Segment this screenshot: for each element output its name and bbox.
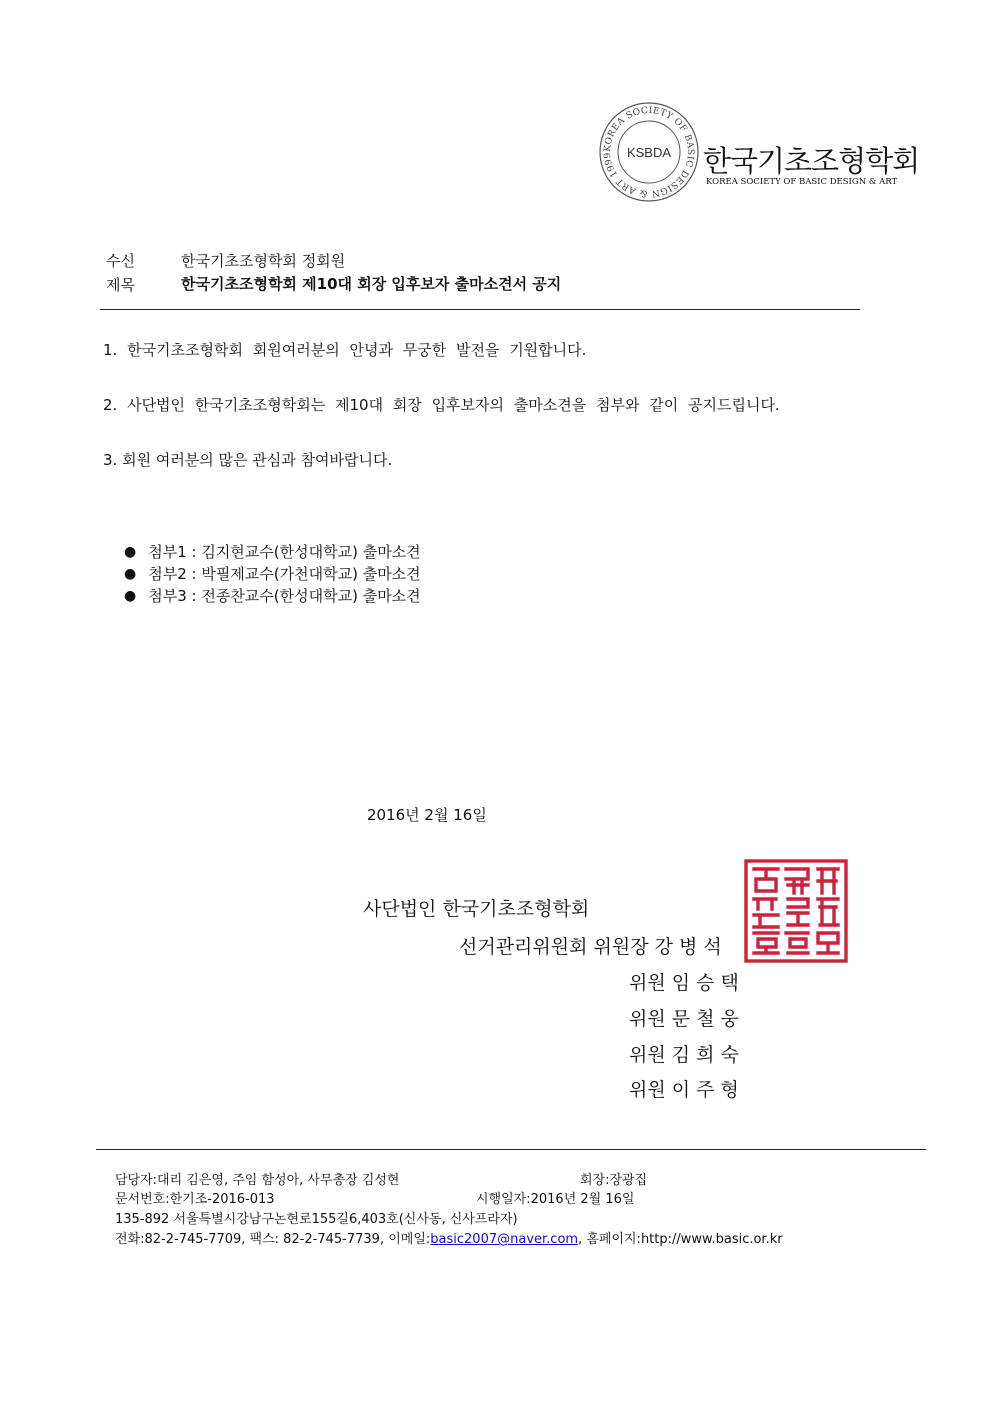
committee-member: 위원 임 승 택 [629,972,739,994]
recipient-label: 수신 [106,252,135,270]
logo-ring-text: KOREA SOCIETY OF BASIC DESIGN & ART 1999 [602,105,696,199]
footer-contact-suffix: , 홈페이지:http://www.basic.or.kr [578,1232,783,1247]
organization-name: 사단법인 한국기초조형학회 [363,898,590,920]
official-seal-stamp [744,859,848,963]
logo-subtitle: KOREA SOCIETY OF BASIC DESIGN & ART [706,177,898,187]
committee-chair: 선거관리위원회 위원장 강 병 석 [459,936,722,958]
email-link[interactable]: basic2007@naver.com [430,1232,579,1247]
ksbda-logo-seal [598,101,700,203]
header-divider [100,309,860,310]
footer-address: 135-892 서울특별시강남구논현로155길6,403호(신사동, 신사프라자) [115,1212,518,1227]
committee-member: 위원 문 철 웅 [629,1008,739,1030]
bullet-icon: ● [124,565,137,582]
attachment-item [124,585,421,606]
footer-contact [115,1228,783,1247]
footer-doc-number: 문서번호:한기조-2016-013 [115,1192,275,1207]
attachment-label: 첨부2 : 박필제교수(가천대학교) 출마소견 [148,565,421,583]
attachment-item [124,541,421,562]
logo-monogram: KSBDA [626,145,672,160]
subject-label: 제목 [106,276,135,294]
attachment-label: 첨부3 : 전종찬교수(한성대학교) 출마소견 [148,587,421,605]
footer-divider [96,1149,926,1150]
body-paragraph: 3. 회원 여러분의 많은 관심과 참여바랍니다. [103,451,393,469]
bullet-icon: ● [124,587,137,604]
footer-staff: 담당자:대리 김은영, 주임 함성아, 사무총장 김성현 [115,1173,400,1188]
attachment-item [124,563,421,584]
document-date: 2016년 2월 16일 [367,806,487,824]
body-paragraph: 2. 사단법인 한국기초조형학회는 제10대 회장 입후보자의 출마소견을 첨부와 같이 공지드립니다. [103,396,780,414]
footer-president: 회장:장광집 [580,1173,648,1188]
committee-member: 위원 이 주 형 [629,1079,739,1101]
subject-value: 한국기초조형학회 제10대 회장 입후보자 출마소견서 공지 [181,275,562,293]
logo-name: 한국기초조형학회 [703,144,920,178]
footer-contact-prefix: 전화:82-2-745-7709, 팩스: 82-2-745-7739, 이메일: [115,1232,431,1247]
body-paragraph: 1. 한국기초조형학회 회원여러분의 안녕과 무궁한 발전을 기원합니다. [103,341,587,359]
recipient-value: 한국기초조형학회 정회원 [181,252,346,270]
committee-member: 위원 김 희 숙 [629,1044,739,1066]
attachment-label: 첨부1 : 김지현교수(한성대학교) 출마소견 [148,543,421,561]
footer-issue-date: 시행일자:2016년 2월 16일 [476,1192,635,1207]
bullet-icon: ● [124,543,137,560]
